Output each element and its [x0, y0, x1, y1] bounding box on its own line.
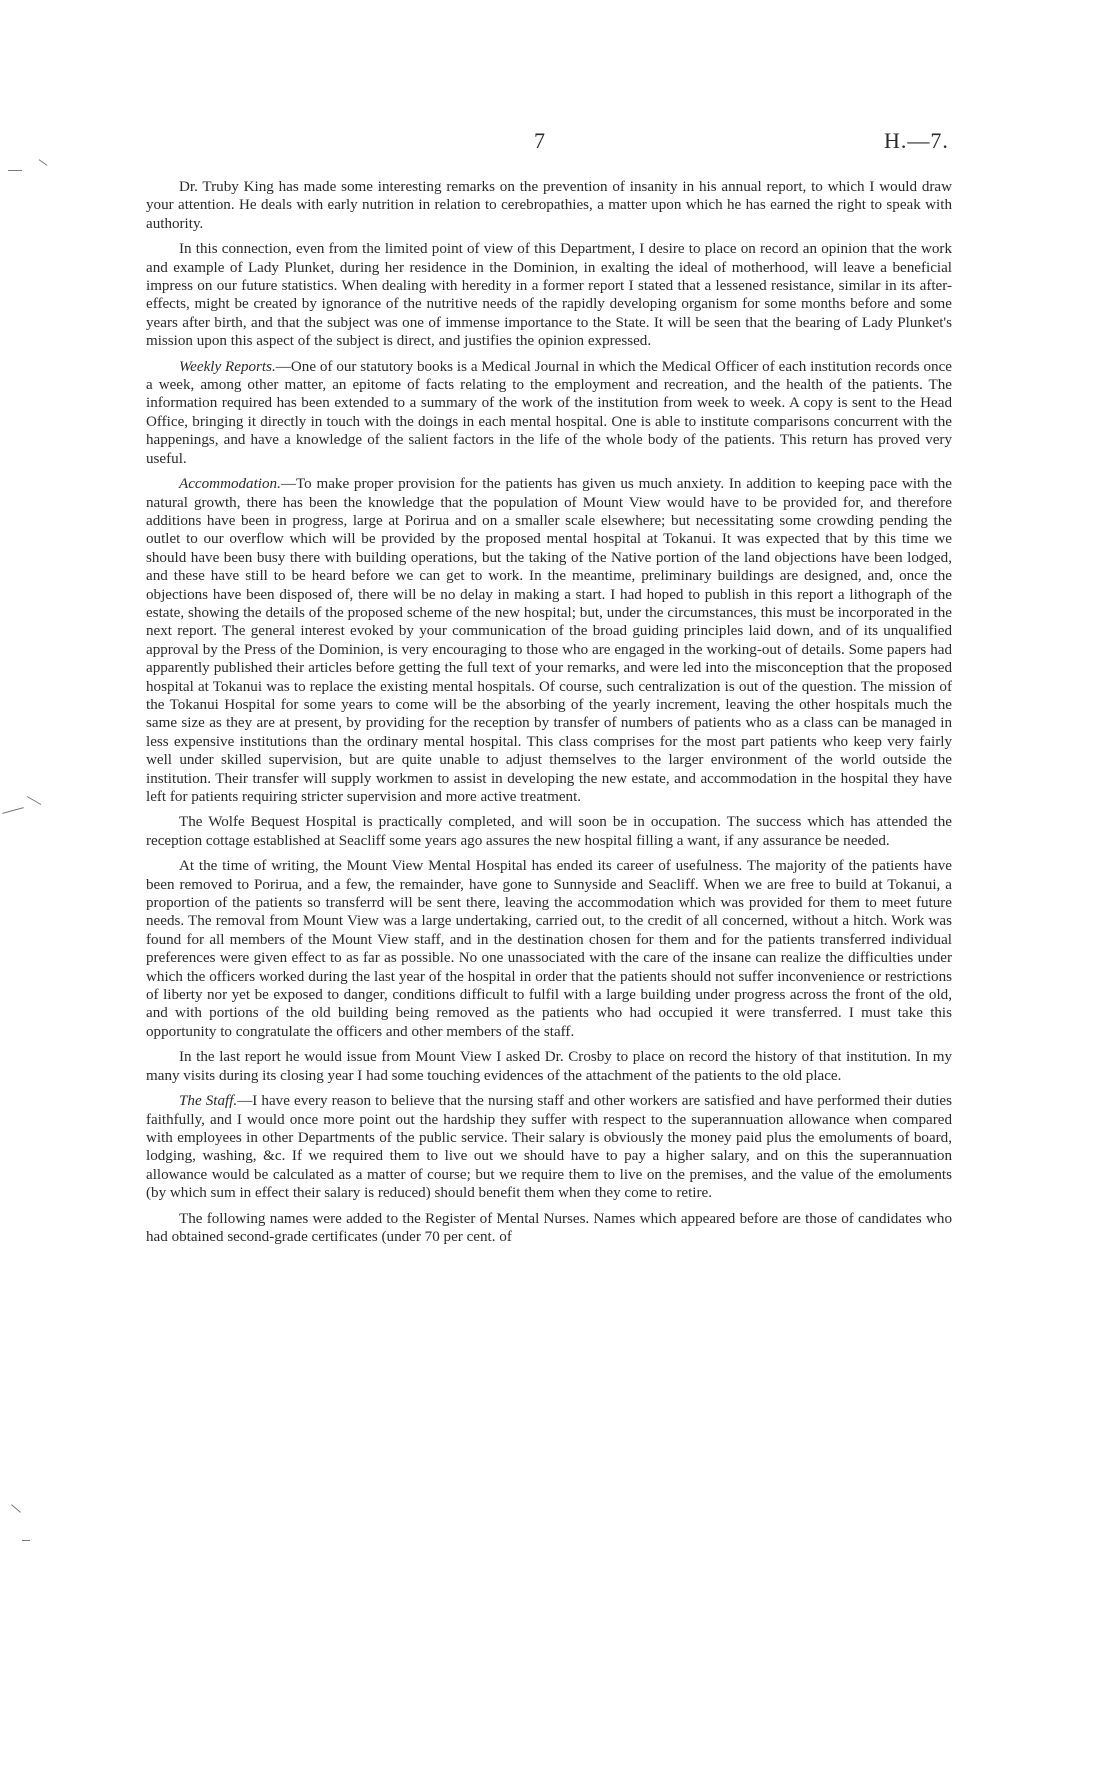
section-heading: The Staff. — [179, 1093, 238, 1110]
paragraph-text: The following names were added to the Register of Mental Nurses. Names which appeared before are those of candidates who had obtained second-grade certificates (under 70 per cent. of — [146, 1210, 952, 1245]
paragraph-text: The Wolfe Bequest Hospital is practically completed, and will soon be in occupation. The success which has attended the reception cottage established at Seacliff some years ago assures the new hospital filling a want, if any assurance be needed. — [146, 814, 952, 849]
paragraph-text: Dr. Truby King has made some interesting remarks on the prevention of insanity in his annual report, to which I would draw your attention. He deals with early nutrition in relation to cerebropathies, a matter upon which he has earned the right to speak with authority. — [146, 179, 952, 232]
paragraph-text: —To make proper provision for the patients has given us much anxiety. In addition to keeping pace with the natural growth, there has been the knowledge that the population of Mount View would have to be provided for, and therefore additions have been in progress, large at Porirua and on a smaller scale elsewhere; but necessitating some crowding pending the outlet to our overflow which will be provided by the proposed mental hospital at Tokanui. It was expected that by this time we should have been busy there with building operations, but the taking of the Native portion of the land objections have been lodged, and these have still to be heard before we can get to work. In the meantime, preliminary buildings are designed, and, once the objections have been disposed of, there will be no delay in making a start. I had hoped to publish in this report a lithograph of the estate, showing the details of the proposed scheme of the new hospital; but, under the circumstances, this must be incorporated in the next report. The general interest evoked by your communication of the broad guiding principles laid down, and of its unqualified approval by the Press of the Dominion, is very encouraging to those who are engaged in the working-out of details. Some papers had apparently published their articles before getting the full text of your remarks, and were led into the misconception that the proposed hospital at Tokanui was to replace the existing mental hospitals. Of course, such centralization is out of the question. The mission of the Tokanui Hospital for some years to come will be the absorbing of the yearly increment, leaving the other hospitals much the same size as they are at present, by providing for the reception by transfer of numbers of patients who as a class can be managed in less expensive institutions than the ordinary mental hospital. This class comprises for the most part patients who keep very fairly well under skilled supervision, but are quite unable to adjust themselves to the larger environment of the world outside the institution. Their transfer will supply workmen to assist in developing the new estate, and accommodation in the hospital they have left for patients requiring stricter supervision and more active treatment. — [146, 476, 952, 805]
page-header — [0, 128, 1114, 162]
paragraph-text: —I have every reason to believe that the nursing staff and other workers are satisfied and have performed their duties faithfully, and I would once more point out the hardship they suffer with respect to the superannuation allowance when compared with employees in other Departments of the public service. Their salary is obviously the money paid plus the emoluments of board, lodging, washing, &c. If we required them to live out we should have to pay a higher salary, and on this the superannuation allowance would be calculated as a matter of course; but we require them to live on the premises, and the value of the emoluments (by which sum in effect their salary is reduced) should benefit them when they come to retire. — [146, 1093, 952, 1202]
report-body — [146, 178, 952, 1246]
paragraph-text: In the last report he would issue from Mount View I asked Dr. Crosby to place on record the history of that institution. In my many visits during its closing year I had some touching evidences of the attachment of the patients to the old place. — [146, 1049, 952, 1084]
report-code: H.—7. — [884, 128, 949, 153]
page-number: 7 — [534, 128, 546, 153]
section-heading: Weekly Reports. — [179, 358, 276, 375]
paragraph-mount-view — [146, 857, 952, 1041]
paragraph-text: —One of our statutory books is a Medical Journal in which the Medical Officer of each institution records once a week, among other matter, an epitome of facts relating to the employment and recreation, and the health of the patients. The information required has been extended to a summary of the work of the institution from week to week. A copy is sent to the Head Office, bringing it directly in touch with the doings in each mental hospital. One is able to institute comparisons concurrent with the happenings, and have a knowledge of the salient factors in the life of the whole body of the patients. This return has proved very useful. — [146, 358, 952, 467]
paragraph-wolfe-bequest — [146, 813, 952, 850]
paragraph-truby-king — [146, 178, 952, 233]
scan-mark — [2, 807, 24, 814]
scan-mark — [8, 170, 22, 171]
paragraph-crosby — [146, 1048, 952, 1085]
paragraph-the-staff — [146, 1092, 952, 1202]
paragraph-lady-plunket — [146, 240, 952, 350]
scan-mark — [11, 1504, 21, 1512]
scan-mark — [22, 1540, 30, 1541]
scan-mark — [27, 796, 41, 805]
paragraph-accommodation — [146, 475, 952, 806]
paragraph-weekly-reports — [146, 358, 952, 468]
section-heading: Accommodation. — [179, 476, 281, 493]
paragraph-text: In this connection, even from the limited point of view of this Department, I desire to place on record an opinion that the work and example of Lady Plunket, during her residence in the Dominion, in exalting the ideal of motherhood, will leave a beneficial impress on our future statistics. When dealing with heredity in a former report I stated that a lessened resistance, similar in its after-effects, might be created by ignorance of the nutritive needs of the rapidly developing organism for some months before and some years after birth, and that the subject was one of immense importance to the State. It will be seen that the bearing of Lady Plunket's mission upon this aspect of the subject is direct, and justifies the opinion expressed. — [146, 241, 952, 350]
paragraph-text: At the time of writing, the Mount View Mental Hospital has ended its career of usefulness. The majority of the patients have been removed to Porirua, and a few, the remainder, have gone to Sunnyside and Seacliff. When we are free to build at Tokanui, a proportion of the patients so transferrd will be sent there, leaving the accommodation which was provided for them to meet future needs. The removal from Mount View was a large undertaking, carried out, to the credit of all concerned, without a hitch. Work was found for all members of the Mount View staff, and in the destination chosen for them and for the patients transferred individual preferences were given effect to as far as possible. No one unassociated with the care of the insane can realize the difficulties under which the officers worked during the last year of the hospital in order that the patients should not suffer inconvenience or restrictions of liberty nor yet be exposed to danger, conditions difficult to fulfil with a large building under progress across the front of the old, and with portions of the old building being removed as the patients who had occupied it were transferred. I must take this opportunity to congratulate the officers and other members of the staff. — [146, 858, 952, 1040]
paragraph-register — [146, 1210, 952, 1247]
